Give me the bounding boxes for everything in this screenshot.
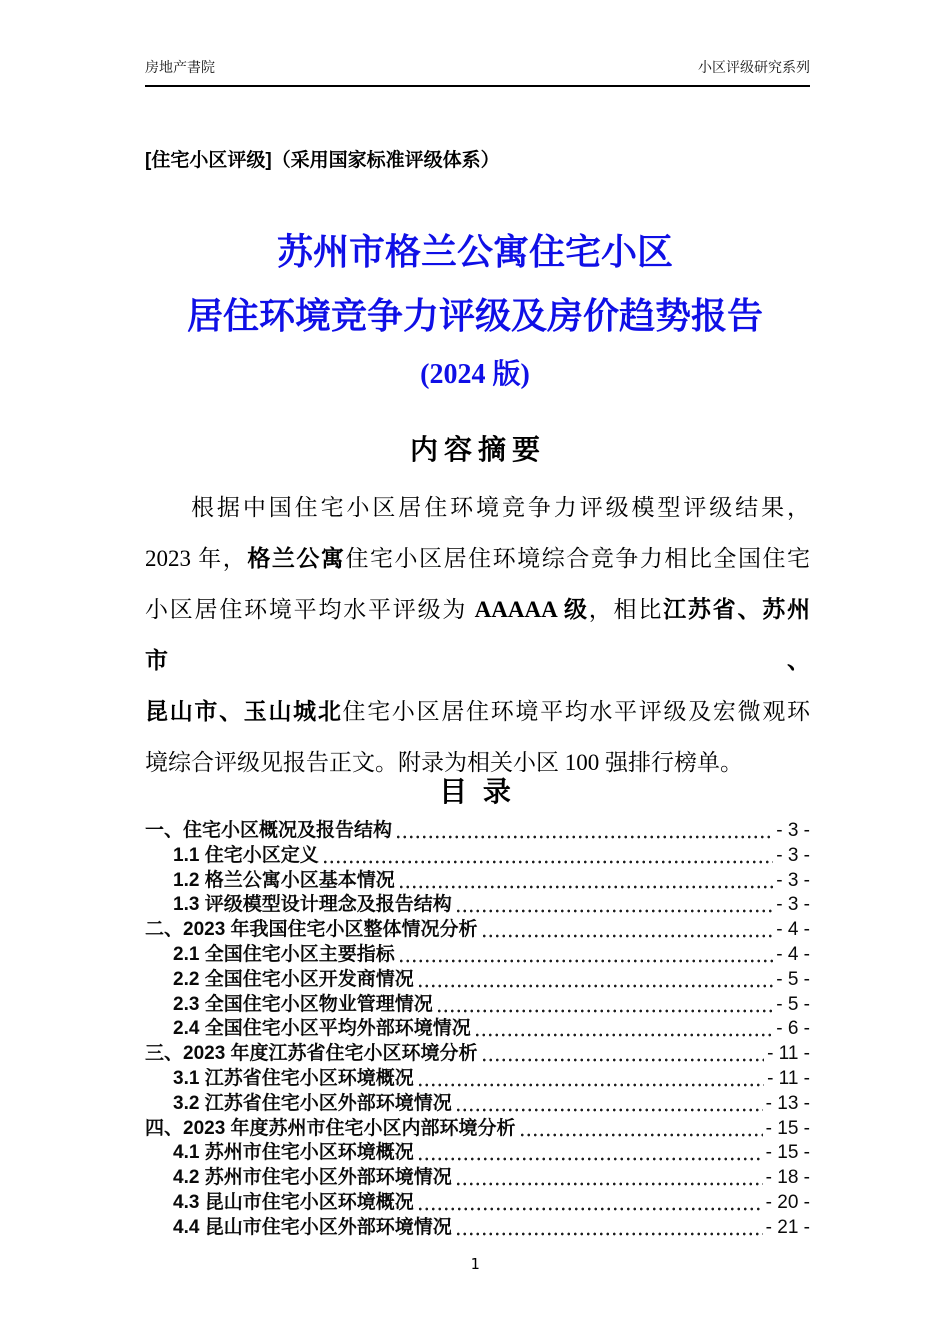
toc-dotted-leader xyxy=(455,1216,763,1241)
toc-entry-page-number: - 6 - xyxy=(776,1018,810,1040)
abstract-text: 住宅小区居住环境综合竞争力相比全国住宅 xyxy=(345,546,811,571)
abstract-text-bold: 江苏省、苏州市、 xyxy=(145,597,811,673)
abstract-line xyxy=(145,533,810,584)
abstract-line xyxy=(145,584,810,686)
toc-entry-page-number: - 3 - xyxy=(776,869,810,891)
report-edition: (2024 版) xyxy=(420,359,530,390)
toc-dotted-leader xyxy=(417,1191,763,1216)
abstract-text-bold: AAAAA 级 xyxy=(474,597,589,622)
toc-entry-label: 3.1 江苏省住宅小区环境概况 xyxy=(173,1067,414,1089)
toc-entry-label: 二、2023 年我国住宅小区整体情况分析 xyxy=(145,919,478,941)
toc-entry-page-number: - 3 - xyxy=(776,844,810,866)
toc-list xyxy=(145,819,810,1241)
toc-entry-page-number: - 11 - xyxy=(767,1043,810,1065)
abstract-text: 境综合评级见报告正文。附录为相关小区 100 强排行榜单。 xyxy=(145,750,743,775)
abstract-line xyxy=(145,482,810,533)
toc-dotted-leader xyxy=(474,1017,774,1042)
toc-entry-label: 三、2023 年度江苏省住宅小区环境分析 xyxy=(145,1043,478,1065)
toc-entry xyxy=(145,1191,810,1216)
toc-entry xyxy=(145,1141,810,1166)
report-title-line1: 苏州市格兰公寓住宅小区 xyxy=(276,232,673,272)
toc-entry-label: 4.4 昆山市住宅小区外部环境情况 xyxy=(173,1216,452,1238)
header-rule xyxy=(145,85,810,87)
toc-entry xyxy=(145,1216,810,1241)
toc-entry-page-number: - 20 - xyxy=(765,1191,810,1213)
toc-entry-page-number: - 3 - xyxy=(776,820,810,841)
toc-entry-page-number: - 13 - xyxy=(765,1092,810,1114)
page-number: 1 xyxy=(470,1255,480,1273)
toc-heading: 目 录 xyxy=(439,776,511,807)
toc-entry xyxy=(145,844,810,869)
toc-dotted-leader xyxy=(398,943,774,968)
toc-dotted-leader xyxy=(398,869,774,894)
header-left-text: 房地产書院 xyxy=(145,59,215,75)
toc-entry-label: 四、2023 年度苏州市住宅小区内部环境分析 xyxy=(145,1117,516,1139)
toc-dotted-leader xyxy=(417,1141,763,1166)
toc-entry-label: 2.3 全国住宅小区物业管理情况 xyxy=(173,993,433,1015)
abstract-paragraph xyxy=(145,482,810,788)
toc-entry-page-number: - 4 - xyxy=(776,919,810,941)
toc-entry-label: 1.3 评级模型设计理念及报告结构 xyxy=(173,894,452,916)
toc-entry xyxy=(145,943,810,968)
toc-dotted-leader xyxy=(455,893,774,918)
toc-entry-label: 4.3 昆山市住宅小区环境概况 xyxy=(173,1191,414,1213)
toc-entry-page-number: - 3 - xyxy=(776,894,810,916)
toc-entry-page-number: - 4 - xyxy=(776,943,810,965)
abstract-text-bold: 格兰公寓 xyxy=(247,546,346,571)
toc-dotted-leader xyxy=(481,1042,765,1067)
report-title-line2: 居住环境竞争力评级及房价趋势报告 xyxy=(186,296,763,336)
toc-entry-page-number: - 5 - xyxy=(776,968,810,990)
toc-entry-page-number: - 21 - xyxy=(765,1216,810,1238)
toc-entry-label: 2.1 全国住宅小区主要指标 xyxy=(173,943,395,965)
toc-entry xyxy=(145,1017,810,1042)
toc-entry-label: 1.2 格兰公寓小区基本情况 xyxy=(173,869,395,891)
toc-dotted-leader xyxy=(395,819,773,844)
abstract-text-bold: 昆山市、玉山城北 xyxy=(145,699,343,724)
toc-entry xyxy=(145,993,810,1018)
toc-entry-label: 3.2 江苏省住宅小区外部环境情况 xyxy=(173,1092,452,1114)
toc-dotted-leader xyxy=(455,1092,763,1117)
toc-dotted-leader xyxy=(417,968,774,993)
abstract-heading: 内容摘要 xyxy=(409,434,546,465)
toc-dotted-leader xyxy=(436,993,774,1018)
report-type-tag: [住宅小区评级]（采用国家标准评级体系） xyxy=(145,150,500,171)
toc-entry-label: 2.2 全国住宅小区开发商情况 xyxy=(173,968,414,990)
toc-entry xyxy=(145,1092,810,1117)
abstract-text: ，相比 xyxy=(588,597,664,622)
toc-entry xyxy=(145,893,810,918)
toc-entry-page-number: - 18 - xyxy=(765,1167,810,1189)
toc-entry xyxy=(145,819,810,844)
toc-entry-label: 2.4 全国住宅小区平均外部环境情况 xyxy=(173,1018,471,1040)
toc-entry-label: 4.1 苏州市住宅小区环境概况 xyxy=(173,1142,414,1164)
header-right-text: 小区评级研究系列 xyxy=(698,59,810,75)
toc-dotted-leader xyxy=(322,844,774,869)
toc-entry xyxy=(145,1067,810,1092)
toc-entry xyxy=(145,1042,810,1067)
toc-entry-label: 1.1 住宅小区定义 xyxy=(173,844,319,866)
abstract-text: 小区居住环境平均水平评级为 xyxy=(145,597,475,622)
abstract-line xyxy=(145,686,810,737)
toc-dotted-leader xyxy=(519,1117,763,1142)
toc-entry-label: 4.2 苏州市住宅小区外部环境情况 xyxy=(173,1167,452,1189)
abstract-text: 住宅小区居住环境平均水平评级及宏微观环 xyxy=(342,699,811,724)
toc-dotted-leader xyxy=(481,918,774,943)
toc-dotted-leader xyxy=(455,1166,763,1191)
abstract-text: 2023 年， xyxy=(145,546,248,571)
toc-entry-page-number: - 15 - xyxy=(765,1117,810,1139)
toc-entry-page-number: - 15 - xyxy=(765,1142,810,1164)
toc-dotted-leader xyxy=(417,1067,764,1092)
toc-entry xyxy=(145,869,810,894)
toc-entry-page-number: - 11 - xyxy=(767,1067,810,1089)
toc-entry xyxy=(145,1117,810,1142)
toc-entry xyxy=(145,1166,810,1191)
toc-entry-label: 一、住宅小区概况及报告结构 xyxy=(145,820,393,841)
toc-entry-page-number: - 5 - xyxy=(776,993,810,1015)
toc-entry xyxy=(145,918,810,943)
abstract-text: 根据中国住宅小区居住环境竞争力评级模型评级结果， xyxy=(191,495,810,520)
toc-entry xyxy=(145,968,810,993)
